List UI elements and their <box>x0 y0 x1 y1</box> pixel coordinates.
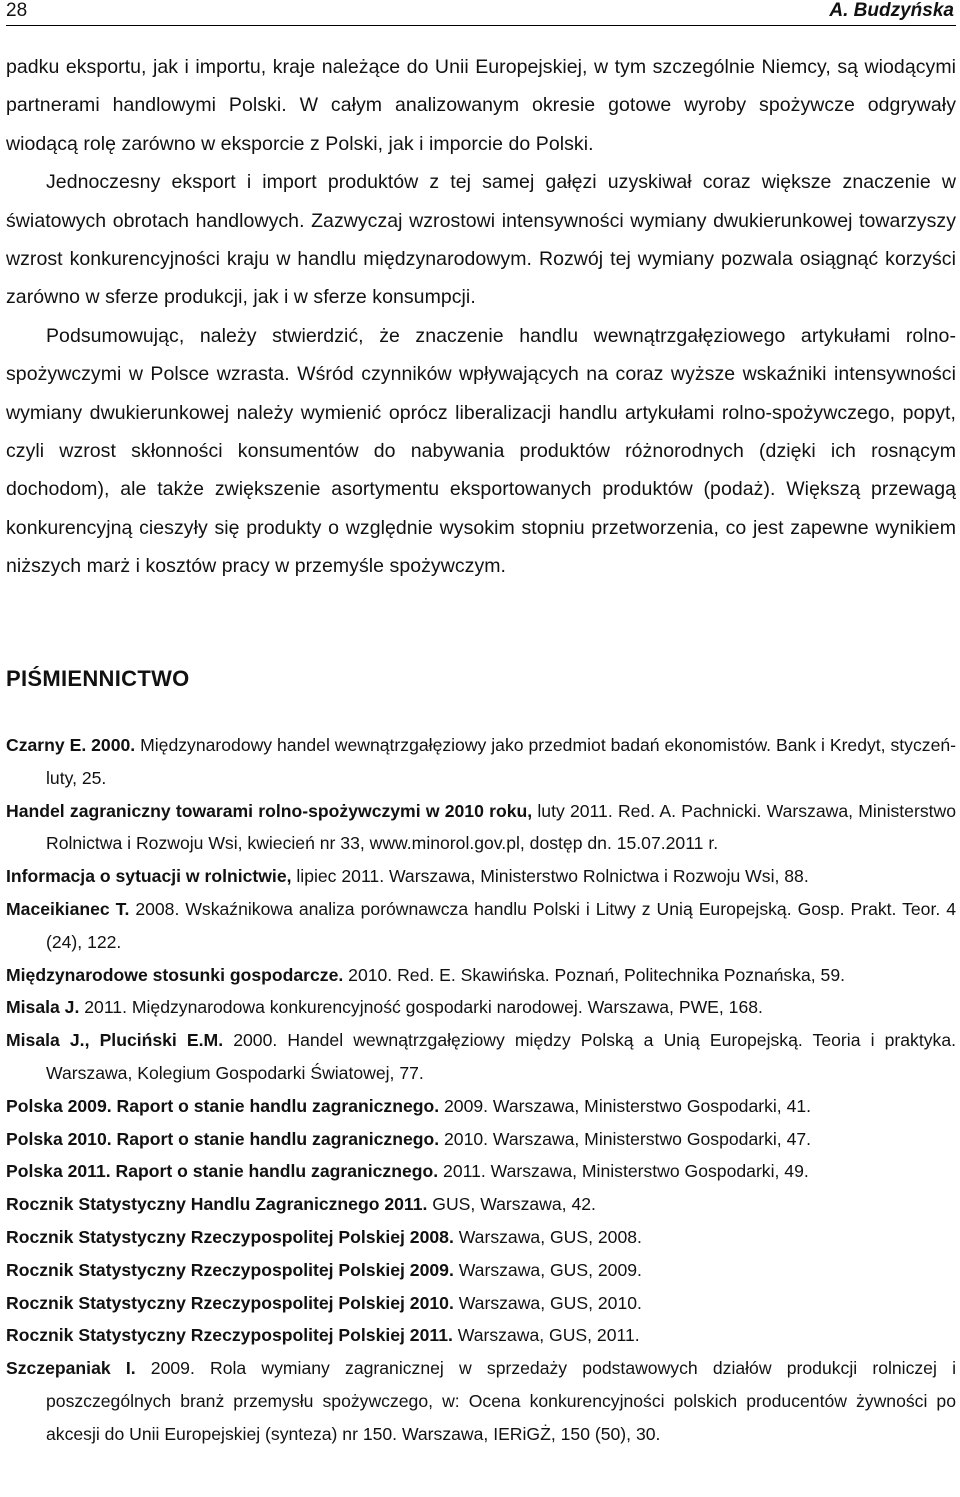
reference-details: 2010. Red. E. Skawińska. Poznań, Politechnika Poznańska, 59. <box>343 964 846 985</box>
reference-details: Warszawa, GUS, 2010. <box>453 1292 642 1313</box>
reference-item <box>6 1024 956 1090</box>
paragraph-summary: Podsumowując, należy stwierdzić, że znaczenie handlu wewnątrzgałęziowego artykułami rolno-spożywczymi w Polsce wzrasta. Wśród czynników wpływających na coraz wyższe wskaźniki intensywności wymiany dwukierunkowej należy wymienić oprócz liberalizacji handlu artykułami rolno-spożywczego, popyt, czyli wzrost skłonności konsumentów do nabywania produktów różnorodnych (dzięki ich rosnącym dochodom), ale także zwiększenie asortymentu eksportowanych produktów (podaż). Większą przewagą konkurencyjną cieszyły się produkty o względnie wysokim stopniu przetworzenia, co jest zapewne wynikiem niższych marż i kosztów pracy w przemyśle spożywczym. <box>6 324 956 578</box>
reference-item <box>6 1188 956 1221</box>
reference-author: Misala J. <box>6 997 80 1018</box>
reference-item <box>6 991 956 1024</box>
reference-author: Polska 2009. Raport o stanie handlu zagranicznego. <box>6 1095 440 1116</box>
reference-author: Rocznik Statystyczny Rzeczypospolitej Polskiej 2008. <box>6 1226 454 1247</box>
reference-item <box>6 1123 956 1156</box>
reference-item <box>6 729 956 795</box>
reference-item <box>6 860 956 893</box>
reference-item <box>6 893 956 959</box>
reference-author: Czarny E. 2000. <box>6 735 136 755</box>
reference-details: Warszawa, GUS, 2009. <box>453 1259 642 1280</box>
reference-item <box>6 1155 956 1188</box>
reference-item <box>6 1319 956 1352</box>
reference-item <box>6 1221 956 1254</box>
reference-author: Handel zagraniczny towarami rolno-spożywczymi w 2010 roku, <box>6 800 533 821</box>
reference-details: 2000. Handel wewnątrzgałęziowy między Polską a Unią Europejską. Teoria i praktyka. Warszawa, Kolegium Gospodarki Światowej, 77. <box>46 1030 956 1083</box>
reference-details: 2009. Rola wymiany zagranicznej w sprzedaży podstawowych działów produkcji rolniczej i poszczególnych branż przemysłu spożywczego, w: Ocena konkurencyjności polskich producentów żywności po akcesji do Unii Europejskiej (synteza) nr 150. Warszawa, IERiGŻ, 150 (50), 30. <box>46 1358 956 1444</box>
reference-item <box>6 959 956 992</box>
running-author: A. Budzyńska <box>829 0 954 21</box>
reference-item <box>6 1254 956 1287</box>
reference-details: GUS, Warszawa, 42. <box>427 1194 596 1215</box>
bibliography-title: PIŚMIENNICTWO <box>6 666 190 691</box>
reference-author: Polska 2011. Raport o stanie handlu zagranicznego. <box>6 1161 439 1182</box>
paragraph-continued: padku eksportu, jak i importu, kraje należące do Unii Europejskiej, w tym szczególnie Niemcy, są wiodącymi partnerami handlowymi Polski. W całym analizowanym okresie gotowe wyroby spożywcze odgrywały wiodącą rolę zarówno w eksporcie z Polski, jak i imporcie do Polski. <box>6 56 956 155</box>
reference-author: Maceikianec T. <box>6 898 130 919</box>
reference-author: Rocznik Statystyczny Rzeczypospolitej Polskiej 2009. <box>6 1259 454 1280</box>
reference-author: Rocznik Statystyczny Rzeczypospolitej Polskiej 2011. <box>6 1325 453 1346</box>
reference-author: Informacja o sytuacji w rolnictwie, <box>6 866 292 887</box>
body-text <box>6 48 956 586</box>
reference-item <box>6 1287 956 1320</box>
reference-author: Polska 2010. Raport o stanie handlu zagranicznego. <box>6 1128 440 1149</box>
running-header <box>6 0 956 22</box>
reference-details: 2011. Warszawa, Ministerstwo Gospodarki, 49. <box>438 1161 809 1182</box>
reference-details: 2011. Międzynarodowa konkurencyjność gospodarki narodowej. Warszawa, PWE, 168. <box>79 997 763 1018</box>
reference-author: Rocznik Statystyczny Rzeczypospolitej Polskiej 2010. <box>6 1292 454 1313</box>
reference-author: Misala J., Pluciński E.M. <box>6 1030 224 1051</box>
reference-details: 2009. Warszawa, Ministerstwo Gospodarki, 41. <box>439 1095 812 1116</box>
reference-details: luty 2011. Red. A. Pachnicki. Warszawa, Ministerstwo Rolnictwa i Rozwoju Wsi, kwiecień nr 33, www.minorol.gov.pl, dostęp dn. 15.07.2011 r. <box>46 800 956 854</box>
reference-author: Rocznik Statystyczny Handlu Zagranicznego 2011. <box>6 1194 428 1215</box>
reference-item <box>6 1352 956 1450</box>
reference-item <box>6 795 956 861</box>
reference-details: 2010. Warszawa, Ministerstwo Gospodarki, 47. <box>439 1128 812 1149</box>
reference-details: lipiec 2011. Warszawa, Ministerstwo Rolnictwa i Rozwoju Wsi, 88. <box>291 866 809 887</box>
reference-author: Międzynarodowe stosunki gospodarcze. <box>6 964 344 985</box>
reference-details: 2008. Wskaźnikowa analiza porównawcza handlu Polski i Litwy z Unią Europejską. Gosp. Prakt. Teor. 4 (24), 122. <box>46 898 957 952</box>
reference-details: Warszawa, GUS, 2011. <box>452 1325 640 1346</box>
reference-details: Międzynarodowy handel wewnątrzgałęziowy jako przedmiot badań ekonomistów. Bank i Kredyt, styczeń-luty, 25. <box>46 735 957 788</box>
reference-item <box>6 1090 956 1123</box>
page-number: 28 <box>6 0 28 21</box>
reference-author: Szczepaniak I. <box>6 1358 136 1379</box>
reference-details: Warszawa, GUS, 2008. <box>453 1226 642 1247</box>
header-rule <box>6 25 956 26</box>
paragraph: Jednoczesny eksport i import produktów z tej samej gałęzi uzyskiwał coraz większe znaczenie w światowych obrotach handlowych. Zazwyczaj wzrostowi intensywności wymiany dwukierunkowej towarzyszy wzrost konkurencyjności kraju w handlu międzynarodowym. Rozwój tej wymiany pozwala osiągnąć korzyści zarówno w sferze produkcji, jak i w sferze konsumpcji. <box>6 171 956 309</box>
bibliography-list <box>6 729 956 1451</box>
